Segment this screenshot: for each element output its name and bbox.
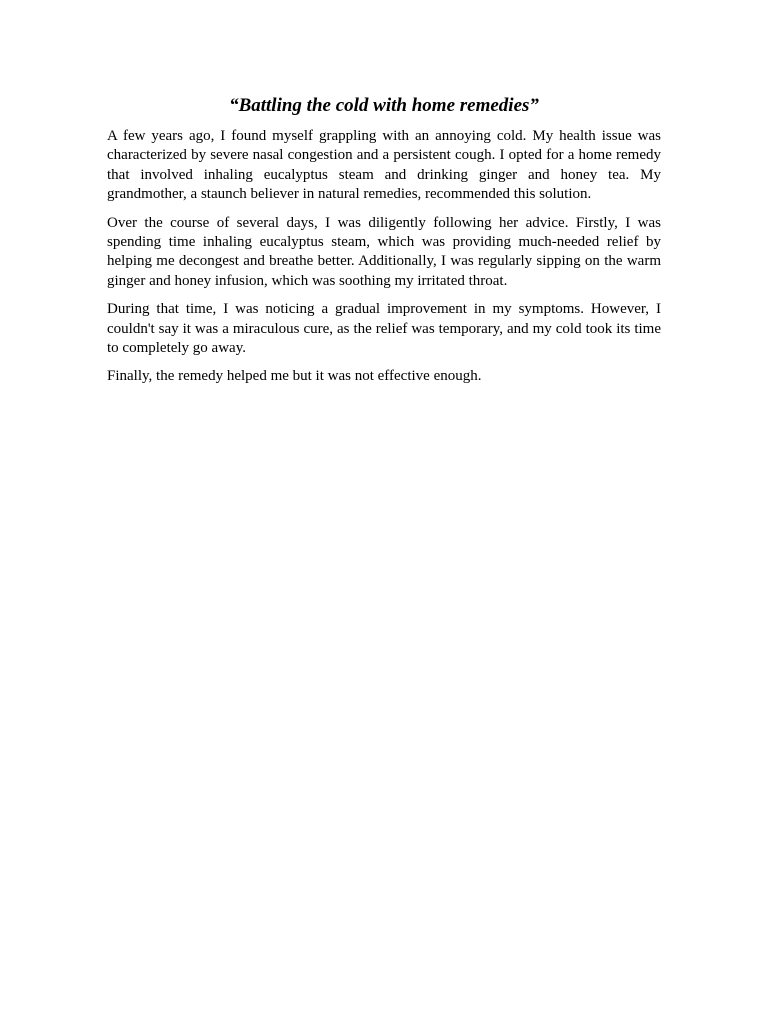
- document-body: [107, 94, 661, 396]
- paragraph-4: Finally, the remedy helped me but it was not effective enough.: [107, 368, 482, 385]
- paragraph-3: During that time, I was noticing a gradual improvement in my symptoms. However, I couldn't say it was a miraculous cure, as the relief was temporary, and my cold took its time to completely go away.: [107, 301, 661, 357]
- paragraph-1: A few years ago, I found myself grappling with an annoying cold. My health issue was characterized by severe nasal congestion and a persistent cough. I opted for a home remedy that involved inhaling eucalyptus steam and drinking ginger and honey tea. My grandmother, a staunch believer in natural remedies, recommended this solution.: [107, 128, 661, 203]
- paragraph-2: Over the course of several days, I was diligently following her advice. Firstly, I was spending time inhaling eucalyptus steam, which was providing much-needed relief by helping me decongest and breathe better. Additionally, I was regularly sipping on the warm ginger and honey infusion, which was soothing my irritated throat.: [107, 214, 661, 289]
- document-title: “Battling the cold with home remedies”: [229, 95, 539, 116]
